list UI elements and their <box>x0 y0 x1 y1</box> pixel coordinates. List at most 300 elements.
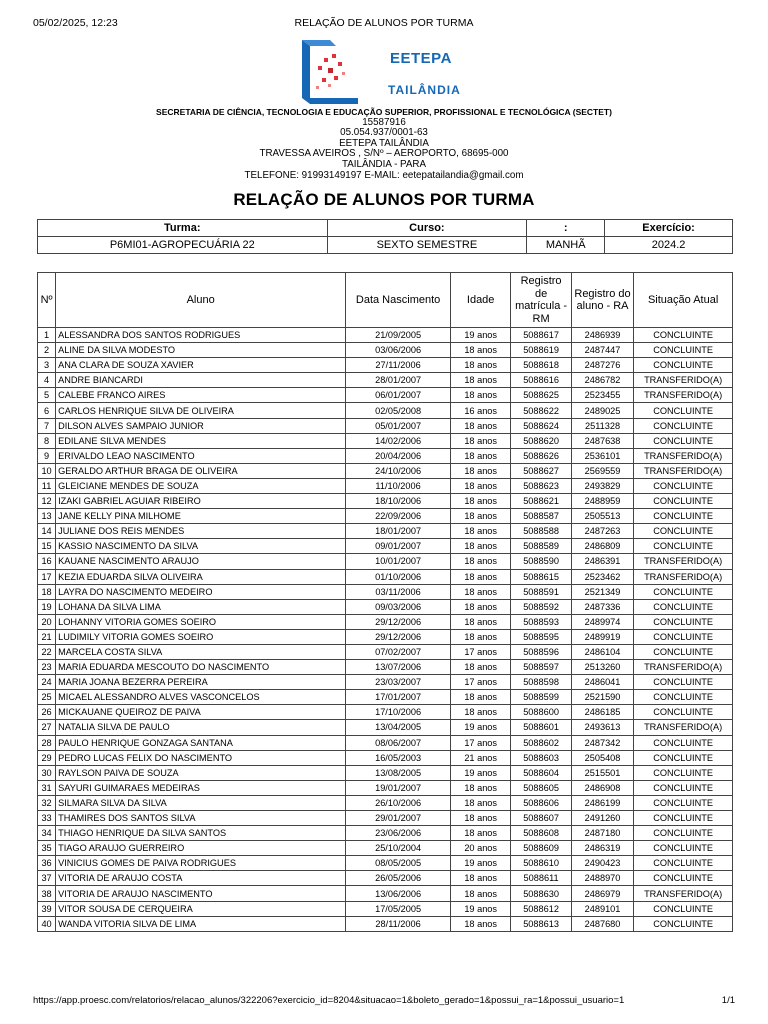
student-ra: 2513260 <box>571 660 633 675</box>
student-rm: 5088616 <box>511 373 571 388</box>
student-number: 1 <box>38 328 56 343</box>
student-rm: 5088588 <box>511 524 571 539</box>
student-age: 18 anos <box>450 886 510 901</box>
student-rm: 5088620 <box>511 433 571 448</box>
student-rm: 5088601 <box>511 720 571 735</box>
student-ra: 2489919 <box>571 629 633 644</box>
student-status: CONCLUINTE <box>634 358 733 373</box>
student-ra: 2491260 <box>571 811 633 826</box>
student-status: CONCLUINTE <box>634 795 733 810</box>
student-rm: 5088613 <box>511 916 571 931</box>
student-number: 21 <box>38 629 56 644</box>
student-age: 18 anos <box>450 418 510 433</box>
student-birthdate: 08/06/2007 <box>346 735 451 750</box>
student-name: TIAGO ARAUJO GUERREIRO <box>56 841 346 856</box>
student-rm: 5088592 <box>511 599 571 614</box>
student-birthdate: 09/03/2006 <box>346 599 451 614</box>
student-rm: 5088610 <box>511 856 571 871</box>
student-status: CONCLUINTE <box>634 765 733 780</box>
student-age: 19 anos <box>450 765 510 780</box>
student-ra: 2487336 <box>571 599 633 614</box>
student-number: 35 <box>38 841 56 856</box>
student-rm: 5088615 <box>511 569 571 584</box>
student-birthdate: 25/10/2004 <box>346 841 451 856</box>
table-row <box>38 629 733 644</box>
student-number: 26 <box>38 705 56 720</box>
student-status: TRANSFERIDO(A) <box>634 463 733 478</box>
student-name: MICAEL ALESSANDRO ALVES VASCONCELOS <box>56 690 346 705</box>
student-age: 18 anos <box>450 690 510 705</box>
student-birthdate: 16/05/2003 <box>346 750 451 765</box>
class-info-header: Curso: <box>327 220 527 237</box>
student-status: CONCLUINTE <box>634 750 733 765</box>
student-name: PEDRO LUCAS FELIX DO NASCIMENTO <box>56 750 346 765</box>
col-header-number: Nº <box>38 273 56 328</box>
logo-city: TAILÂNDIA <box>388 83 461 97</box>
student-ra: 2521590 <box>571 690 633 705</box>
student-number: 3 <box>38 358 56 373</box>
student-birthdate: 05/01/2007 <box>346 418 451 433</box>
student-birthdate: 13/07/2006 <box>346 660 451 675</box>
student-status: TRANSFERIDO(A) <box>634 720 733 735</box>
table-row <box>38 494 733 509</box>
student-number: 11 <box>38 478 56 493</box>
student-status: CONCLUINTE <box>634 403 733 418</box>
student-age: 18 anos <box>450 569 510 584</box>
student-rm: 5088607 <box>511 811 571 826</box>
col-header-student: Aluno <box>56 273 346 328</box>
student-birthdate: 11/10/2006 <box>346 478 451 493</box>
student-ra: 2486908 <box>571 780 633 795</box>
page-number: 1/1 <box>721 995 735 1006</box>
student-status: CONCLUINTE <box>634 584 733 599</box>
student-name: MARIA EDUARDA MESCOUTO DO NASCIMENTO <box>56 660 346 675</box>
student-number: 13 <box>38 509 56 524</box>
student-birthdate: 29/01/2007 <box>346 811 451 826</box>
student-ra: 2486104 <box>571 644 633 659</box>
student-status: CONCLUINTE <box>634 509 733 524</box>
student-age: 17 anos <box>450 735 510 750</box>
school-name: EETEPA TAILÂNDIA <box>339 137 429 149</box>
students-header-row <box>38 273 733 328</box>
student-number: 15 <box>38 539 56 554</box>
student-number: 39 <box>38 901 56 916</box>
table-row <box>38 448 733 463</box>
school-logo <box>296 36 476 106</box>
institution-info <box>0 107 768 181</box>
student-number: 30 <box>38 765 56 780</box>
class-info-header: Exercício: <box>605 220 733 237</box>
student-ra: 2486782 <box>571 373 633 388</box>
student-age: 20 anos <box>450 841 510 856</box>
table-row <box>38 343 733 358</box>
student-ra: 2486939 <box>571 328 633 343</box>
student-birthdate: 01/10/2006 <box>346 569 451 584</box>
student-birthdate: 13/06/2006 <box>346 886 451 901</box>
student-name: VITORIA DE ARAUJO NASCIMENTO <box>56 886 346 901</box>
student-number: 28 <box>38 735 56 750</box>
student-age: 18 anos <box>450 358 510 373</box>
student-age: 19 anos <box>450 328 510 343</box>
student-rm: 5088617 <box>511 328 571 343</box>
student-ra: 2521349 <box>571 584 633 599</box>
student-ra: 2486809 <box>571 539 633 554</box>
student-ra: 2486979 <box>571 886 633 901</box>
student-ra: 2486391 <box>571 554 633 569</box>
student-number: 19 <box>38 599 56 614</box>
student-status: CONCLUINTE <box>634 524 733 539</box>
student-birthdate: 18/10/2006 <box>346 494 451 509</box>
student-status: CONCLUINTE <box>634 328 733 343</box>
student-rm: 5088595 <box>511 629 571 644</box>
student-name: KAUANE NASCIMENTO ARAUJO <box>56 554 346 569</box>
student-status: CONCLUINTE <box>634 418 733 433</box>
student-name: JANE KELLY PINA MILHOME <box>56 509 346 524</box>
logo-name: EETEPA <box>390 50 452 67</box>
table-row <box>38 433 733 448</box>
student-age: 18 anos <box>450 614 510 629</box>
student-name: LOHANNY VITORIA GOMES SOEIRO <box>56 614 346 629</box>
student-rm: 5088630 <box>511 886 571 901</box>
table-row <box>38 599 733 614</box>
student-age: 18 anos <box>450 554 510 569</box>
table-row <box>38 705 733 720</box>
student-birthdate: 23/03/2007 <box>346 675 451 690</box>
table-row <box>38 780 733 795</box>
table-row <box>38 418 733 433</box>
student-birthdate: 13/08/2005 <box>346 765 451 780</box>
student-birthdate: 23/06/2006 <box>346 826 451 841</box>
student-rm: 5088602 <box>511 735 571 750</box>
student-name: EDILANE SILVA MENDES <box>56 433 346 448</box>
student-birthdate: 17/01/2007 <box>346 690 451 705</box>
col-header-ra: Registro do aluno - RA <box>571 273 633 328</box>
student-status: TRANSFERIDO(A) <box>634 373 733 388</box>
student-rm: 5088596 <box>511 644 571 659</box>
student-age: 18 anos <box>450 584 510 599</box>
student-age: 17 anos <box>450 675 510 690</box>
student-birthdate: 19/01/2007 <box>346 780 451 795</box>
student-number: 4 <box>38 373 56 388</box>
institution-code: 15587916 <box>362 116 406 128</box>
student-status: CONCLUINTE <box>634 841 733 856</box>
student-rm: 5088590 <box>511 554 571 569</box>
school-contact: TELEFONE: 91993149197 E-MAIL: eetepatailandia@gmail.com <box>244 169 524 181</box>
student-name: THIAGO HENRIQUE DA SILVA SANTOS <box>56 826 346 841</box>
student-ra: 2523462 <box>571 569 633 584</box>
student-rm: 5088597 <box>511 660 571 675</box>
student-birthdate: 22/09/2006 <box>346 509 451 524</box>
student-ra: 2511328 <box>571 418 633 433</box>
student-number: 20 <box>38 614 56 629</box>
student-status: CONCLUINTE <box>634 826 733 841</box>
student-birthdate: 10/01/2007 <box>346 554 451 569</box>
student-status: CONCLUINTE <box>634 871 733 886</box>
student-status: CONCLUINTE <box>634 705 733 720</box>
student-number: 18 <box>38 584 56 599</box>
student-birthdate: 03/06/2006 <box>346 343 451 358</box>
student-age: 18 anos <box>450 780 510 795</box>
student-status: TRANSFERIDO(A) <box>634 886 733 901</box>
student-name: MICKAUANE QUEIROZ DE PAIVA <box>56 705 346 720</box>
student-age: 18 anos <box>450 871 510 886</box>
student-name: ANDRE BIANCARDI <box>56 373 346 388</box>
student-ra: 2515501 <box>571 765 633 780</box>
student-number: 27 <box>38 720 56 735</box>
school-address: TRAVESSA AVEIROS , S/Nº – AEROPORTO, 68695-000 <box>259 148 509 160</box>
student-status: CONCLUINTE <box>634 629 733 644</box>
student-number: 38 <box>38 886 56 901</box>
student-number: 36 <box>38 856 56 871</box>
student-birthdate: 17/05/2005 <box>346 901 451 916</box>
student-ra: 2487447 <box>571 343 633 358</box>
student-status: CONCLUINTE <box>634 644 733 659</box>
student-number: 25 <box>38 690 56 705</box>
student-number: 12 <box>38 494 56 509</box>
student-age: 18 anos <box>450 524 510 539</box>
student-number: 6 <box>38 403 56 418</box>
student-birthdate: 17/10/2006 <box>346 705 451 720</box>
student-status: TRANSFERIDO(A) <box>634 448 733 463</box>
student-rm: 5088624 <box>511 418 571 433</box>
student-number: 32 <box>38 795 56 810</box>
student-birthdate: 24/10/2006 <box>346 463 451 478</box>
student-rm: 5088608 <box>511 826 571 841</box>
student-ra: 2487276 <box>571 358 633 373</box>
col-header-birthdate: Data Nascimento <box>346 273 451 328</box>
student-birthdate: 14/02/2006 <box>346 433 451 448</box>
student-name: LUDIMILY VITORIA GOMES SOEIRO <box>56 629 346 644</box>
student-name: KASSIO NASCIMENTO DA SILVA <box>56 539 346 554</box>
student-age: 18 anos <box>450 478 510 493</box>
student-name: ERIVALDO LEAO NASCIMENTO <box>56 448 346 463</box>
student-status: TRANSFERIDO(A) <box>634 569 733 584</box>
student-rm: 5088627 <box>511 463 571 478</box>
student-ra: 2489101 <box>571 901 633 916</box>
student-name: THAMIRES DOS SANTOS SILVA <box>56 811 346 826</box>
student-rm: 5088625 <box>511 388 571 403</box>
student-rm: 5088589 <box>511 539 571 554</box>
page-url: https://app.proesc.com/relatorios/relacao_alunos/322206?exercicio_id=8204&situacao=1&boleto_gerado=1&possui_ra=1&possui_usuario=1 <box>33 995 625 1006</box>
student-rm: 5088591 <box>511 584 571 599</box>
school-city: TAILÂNDIA - PARA <box>341 158 427 170</box>
student-birthdate: 03/11/2006 <box>346 584 451 599</box>
student-age: 18 anos <box>450 539 510 554</box>
student-rm: 5088605 <box>511 780 571 795</box>
student-rm: 5088619 <box>511 343 571 358</box>
student-ra: 2487342 <box>571 735 633 750</box>
student-number: 31 <box>38 780 56 795</box>
table-row <box>38 388 733 403</box>
student-age: 18 anos <box>450 599 510 614</box>
student-name: JULIANE DOS REIS MENDES <box>56 524 346 539</box>
student-rm: 5088606 <box>511 795 571 810</box>
student-birthdate: 28/11/2006 <box>346 916 451 931</box>
student-rm: 5088587 <box>511 509 571 524</box>
class-curso: SEXTO SEMESTRE <box>327 237 527 254</box>
table-row <box>38 373 733 388</box>
student-status: CONCLUINTE <box>634 780 733 795</box>
student-ra: 2505408 <box>571 750 633 765</box>
student-number: 23 <box>38 660 56 675</box>
student-birthdate: 27/11/2006 <box>346 358 451 373</box>
student-birthdate: 26/10/2006 <box>346 795 451 810</box>
class-info-header: : <box>527 220 605 237</box>
student-rm: 5088611 <box>511 871 571 886</box>
student-number: 34 <box>38 826 56 841</box>
student-birthdate: 06/01/2007 <box>346 388 451 403</box>
student-ra: 2523455 <box>571 388 633 403</box>
student-name: ALESSANDRA DOS SANTOS RODRIGUES <box>56 328 346 343</box>
student-status: CONCLUINTE <box>634 614 733 629</box>
student-number: 14 <box>38 524 56 539</box>
student-ra: 2486041 <box>571 675 633 690</box>
student-age: 18 anos <box>450 343 510 358</box>
table-row <box>38 554 733 569</box>
student-status: TRANSFERIDO(A) <box>634 554 733 569</box>
student-birthdate: 08/05/2005 <box>346 856 451 871</box>
student-status: CONCLUINTE <box>634 856 733 871</box>
student-age: 21 anos <box>450 750 510 765</box>
student-age: 18 anos <box>450 448 510 463</box>
student-name: CARLOS HENRIQUE SILVA DE OLIVEIRA <box>56 403 346 418</box>
student-birthdate: 28/01/2007 <box>346 373 451 388</box>
student-status: CONCLUINTE <box>634 811 733 826</box>
student-rm: 5088593 <box>511 614 571 629</box>
student-status: CONCLUINTE <box>634 675 733 690</box>
student-number: 10 <box>38 463 56 478</box>
table-row <box>38 539 733 554</box>
student-name: ALINE DA SILVA MODESTO <box>56 343 346 358</box>
student-rm: 5088621 <box>511 494 571 509</box>
class-info-header: Turma: <box>38 220 328 237</box>
table-row <box>38 644 733 659</box>
student-rm: 5088623 <box>511 478 571 493</box>
table-row <box>38 795 733 810</box>
student-birthdate: 02/05/2008 <box>346 403 451 418</box>
table-row <box>38 826 733 841</box>
student-birthdate: 13/04/2005 <box>346 720 451 735</box>
student-rm: 5088612 <box>511 901 571 916</box>
student-rm: 5088622 <box>511 403 571 418</box>
table-row <box>38 463 733 478</box>
student-age: 18 anos <box>450 660 510 675</box>
student-ra: 2487680 <box>571 916 633 931</box>
student-status: CONCLUINTE <box>634 494 733 509</box>
student-ra: 2505513 <box>571 509 633 524</box>
student-name: VINICIUS GOMES DE PAIVA RODRIGUES <box>56 856 346 871</box>
student-age: 17 anos <box>450 644 510 659</box>
student-name: SILMARA SILVA DA SILVA <box>56 795 346 810</box>
student-age: 18 anos <box>450 463 510 478</box>
student-rm: 5088599 <box>511 690 571 705</box>
student-rm: 5088600 <box>511 705 571 720</box>
student-rm: 5088603 <box>511 750 571 765</box>
student-birthdate: 20/04/2006 <box>346 448 451 463</box>
table-row <box>38 358 733 373</box>
table-row <box>38 660 733 675</box>
students-body <box>38 328 733 932</box>
class-turno: MANHÃ <box>527 237 605 254</box>
student-ra: 2490423 <box>571 856 633 871</box>
col-header-status: Situação Atual <box>634 273 733 328</box>
student-name: SAYURI GUIMARAES MEDEIRAS <box>56 780 346 795</box>
student-ra: 2536101 <box>571 448 633 463</box>
student-ra: 2489025 <box>571 403 633 418</box>
table-row <box>38 509 733 524</box>
student-status: TRANSFERIDO(A) <box>634 388 733 403</box>
student-age: 18 anos <box>450 795 510 810</box>
student-ra: 2486319 <box>571 841 633 856</box>
student-ra: 2487180 <box>571 826 633 841</box>
student-birthdate: 26/05/2006 <box>346 871 451 886</box>
class-info-table <box>37 219 733 254</box>
student-name: MARCELA COSTA SILVA <box>56 644 346 659</box>
student-number: 33 <box>38 811 56 826</box>
table-row <box>38 735 733 750</box>
student-ra: 2488970 <box>571 871 633 886</box>
student-age: 18 anos <box>450 916 510 931</box>
table-row <box>38 328 733 343</box>
student-name: LAYRA DO NASCIMENTO MEDEIRO <box>56 584 346 599</box>
student-age: 18 anos <box>450 629 510 644</box>
student-ra: 2493613 <box>571 720 633 735</box>
student-name: GLEICIANE MENDES DE SOUZA <box>56 478 346 493</box>
document-title: RELAÇÃO DE ALUNOS POR TURMA <box>233 190 535 209</box>
student-age: 18 anos <box>450 811 510 826</box>
student-number: 22 <box>38 644 56 659</box>
student-name: KEZIA EDUARDA SILVA OLIVEIRA <box>56 569 346 584</box>
print-datetime: 05/02/2025, 12:23 <box>33 17 118 29</box>
student-status: CONCLUINTE <box>634 478 733 493</box>
print-title: RELAÇÃO DE ALUNOS POR TURMA <box>294 17 474 29</box>
table-row <box>38 871 733 886</box>
student-number: 8 <box>38 433 56 448</box>
table-row <box>38 901 733 916</box>
student-status: CONCLUINTE <box>634 735 733 750</box>
student-status: CONCLUINTE <box>634 901 733 916</box>
student-name: RAYLSON PAIVA DE SOUZA <box>56 765 346 780</box>
student-age: 19 anos <box>450 901 510 916</box>
student-rm: 5088604 <box>511 765 571 780</box>
student-ra: 2488959 <box>571 494 633 509</box>
student-age: 18 anos <box>450 705 510 720</box>
student-birthdate: 29/12/2006 <box>346 629 451 644</box>
student-number: 17 <box>38 569 56 584</box>
student-name: CALEBE FRANCO AIRES <box>56 388 346 403</box>
student-name: GERALDO ARTHUR BRAGA DE OLIVEIRA <box>56 463 346 478</box>
student-ra: 2487638 <box>571 433 633 448</box>
student-age: 19 anos <box>450 856 510 871</box>
student-number: 2 <box>38 343 56 358</box>
student-number: 29 <box>38 750 56 765</box>
student-birthdate: 18/01/2007 <box>346 524 451 539</box>
table-row <box>38 841 733 856</box>
student-status: CONCLUINTE <box>634 433 733 448</box>
student-rm: 5088618 <box>511 358 571 373</box>
class-info-header-row <box>38 220 733 237</box>
student-age: 18 anos <box>450 433 510 448</box>
class-info-value-row <box>38 237 733 254</box>
student-number: 37 <box>38 871 56 886</box>
student-age: 16 anos <box>450 403 510 418</box>
table-row <box>38 916 733 931</box>
student-age: 19 anos <box>450 720 510 735</box>
student-age: 18 anos <box>450 509 510 524</box>
table-row <box>38 690 733 705</box>
student-status: CONCLUINTE <box>634 599 733 614</box>
student-age: 18 anos <box>450 494 510 509</box>
